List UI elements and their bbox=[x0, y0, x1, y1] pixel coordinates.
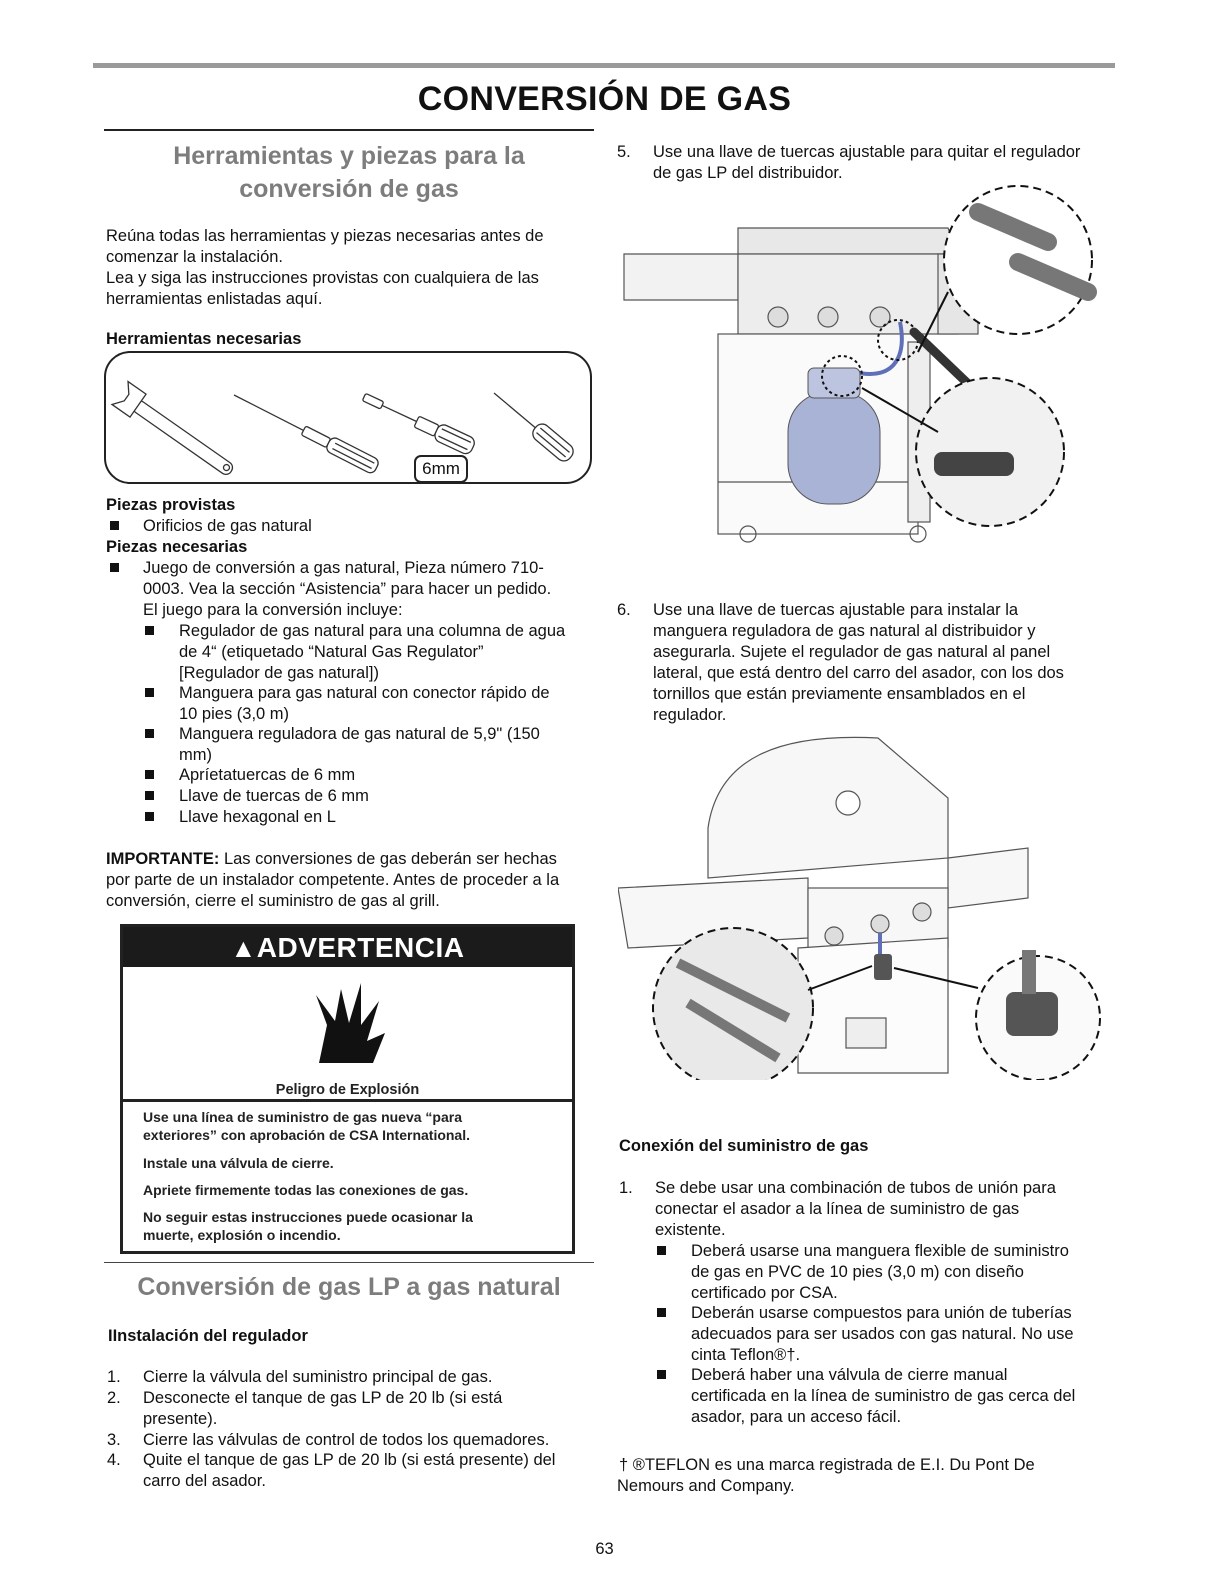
warning-line: Apriete firmemente todas las conexiones de gas. bbox=[143, 1182, 469, 1198]
bullet-icon bbox=[145, 791, 154, 800]
supply-item-line: certificado por CSA. bbox=[691, 1284, 838, 1302]
regulator-install-figure bbox=[618, 728, 1108, 1080]
kit-line: 0003. Vea la sección “Asistencia” para hacer un pedido. bbox=[143, 580, 552, 598]
needed-parts-heading: Piezas necesarias bbox=[106, 538, 248, 556]
supply-item-line: Deberán usarse compuestos para unión de tuberías bbox=[691, 1304, 1072, 1322]
step-number: 4. bbox=[107, 1451, 121, 1469]
footnote-line: Nemours and Company. bbox=[617, 1477, 795, 1495]
tools-figure-box bbox=[104, 351, 592, 484]
bullet-icon bbox=[145, 688, 154, 697]
bullet-icon bbox=[145, 626, 154, 635]
supply-item-line: adecuados para ser usados con gas natural. No use bbox=[691, 1325, 1074, 1343]
bullet-icon bbox=[110, 521, 119, 530]
step-line: tornillos que están previamente ensamblados en el bbox=[653, 685, 1026, 703]
tools-heading-line2: conversión de gas bbox=[239, 175, 459, 203]
warning-triangle-icon: ▲ bbox=[230, 933, 257, 963]
kit-item-line: 10 pies (3,0 m) bbox=[179, 705, 290, 723]
step-number: 5. bbox=[617, 143, 631, 161]
step-line: carro del asador. bbox=[143, 1472, 266, 1490]
supply-item-line: de gas en PVC de 10 pies (3,0 m) con diseño bbox=[691, 1263, 1024, 1281]
kit-item-line: Llave hexagonal en L bbox=[179, 808, 336, 826]
warning-line: No seguir estas instrucciones puede ocasionar la bbox=[143, 1209, 473, 1225]
kit-item-line: Manguera para gas natural con conector rápido de bbox=[179, 684, 550, 702]
step-number: 6. bbox=[617, 601, 631, 619]
bullet-icon bbox=[145, 729, 154, 738]
warning-line: muerte, explosión o incendio. bbox=[143, 1227, 341, 1243]
step-line: existente. bbox=[655, 1221, 726, 1239]
kit-item-line: mm) bbox=[179, 746, 212, 764]
step-line: Quite el tanque de gas LP de 20 lb (si está presente) del bbox=[143, 1451, 556, 1469]
bullet-icon bbox=[657, 1308, 666, 1317]
kit-item-line: Manguera reguladora de gas natural de 5,9" (150 bbox=[179, 725, 540, 743]
step-line: Use una llave de tuercas ajustable para quitar el regulador bbox=[653, 143, 1081, 161]
hex-wrench-icon bbox=[488, 386, 576, 464]
kit-line: Juego de conversión a gas natural, Pieza número 710- bbox=[143, 559, 544, 577]
regulator-removal-figure bbox=[618, 182, 1108, 582]
kit-line: El juego para la conversión incluye: bbox=[143, 601, 403, 619]
step-number: 3. bbox=[107, 1431, 121, 1449]
warning-line: Use una línea de suministro de gas nueva “para bbox=[143, 1109, 462, 1125]
bullet-icon bbox=[110, 563, 119, 572]
kit-item-line: Regulador de gas natural para una columna de agua bbox=[179, 622, 566, 640]
nut-driver-icon bbox=[360, 389, 476, 456]
step-line: Cierre las válvulas de control de todos los quemadores. bbox=[143, 1431, 550, 1449]
bullet-icon bbox=[145, 812, 154, 821]
supply-item-line: asador, para un acceso fácil. bbox=[691, 1408, 902, 1426]
kit-item-line: Apríetatuercas de 6 mm bbox=[179, 766, 356, 784]
kit-item-line: Llave de tuercas de 6 mm bbox=[179, 787, 369, 805]
top-rule bbox=[93, 63, 1115, 68]
adjustable-wrench-icon bbox=[112, 382, 239, 482]
warning-line: Instale una válvula de cierre. bbox=[143, 1155, 334, 1171]
explosion-icon bbox=[123, 967, 572, 1096]
step-number: 1. bbox=[619, 1179, 633, 1197]
screwdriver-icon bbox=[230, 388, 380, 475]
regulator-subheading: IInstalación del regulador bbox=[108, 1327, 308, 1345]
step-line: Cierre la válvula del suministro principal de gas. bbox=[143, 1368, 493, 1386]
warning-box bbox=[120, 924, 575, 1254]
step-line: Use una llave de tuercas ajustable para instalar la bbox=[653, 601, 1019, 619]
step-line: Se debe usar una combinación de tubos de unión para bbox=[655, 1179, 1056, 1197]
step-line: de gas LP del distribuidor. bbox=[653, 164, 843, 182]
important-note bbox=[106, 849, 557, 870]
warning-header bbox=[123, 927, 572, 967]
bullet-icon bbox=[657, 1370, 666, 1379]
supply-item-line: Deberá haber una válvula de cierre manual bbox=[691, 1366, 1008, 1384]
step-line: manguera reguladora de gas natural al distribuidor y bbox=[653, 622, 1036, 640]
warning-header-text: ADVERTENCIA bbox=[256, 932, 465, 963]
important-line: por parte de un instalador competente. Antes de proceder a la bbox=[106, 871, 560, 889]
conversion-heading: Conversión de gas LP a gas natural bbox=[137, 1273, 561, 1301]
intro-line: comenzar la instalación. bbox=[106, 248, 284, 266]
intro-line: Reúna todas las herramientas y piezas necesarias antes de bbox=[106, 227, 544, 245]
tools-illustration bbox=[106, 353, 590, 482]
supply-item-line: cinta Teflon®†. bbox=[691, 1346, 801, 1364]
section-rule bbox=[104, 1262, 594, 1263]
tools-heading-line1: Herramientas y piezas para la bbox=[173, 142, 525, 170]
step-line: regulador. bbox=[653, 706, 727, 724]
kit-item-line: de 4“ (etiquetado “Natural Gas Regulator” bbox=[179, 643, 484, 661]
tool-size-badge: 6mm bbox=[414, 455, 468, 483]
step-line: Desconecte el tanque de gas LP de 20 lb (si está bbox=[143, 1389, 503, 1407]
important-label: IMPORTANTE: bbox=[106, 850, 220, 868]
bullet-icon bbox=[145, 770, 154, 779]
intro-line: herramientas enlistadas aquí. bbox=[106, 290, 323, 308]
warning-line: exteriores” con aprobación de CSA International. bbox=[143, 1127, 470, 1143]
supply-item-line: Deberá usarse una manguera flexible de suministro bbox=[691, 1242, 1069, 1260]
important-line: conversión, cierre el suministro de gas al grill. bbox=[106, 892, 440, 910]
page-number: 63 bbox=[595, 1540, 614, 1558]
warning-title: Peligro de Explosión bbox=[275, 1082, 420, 1098]
bullet-icon bbox=[657, 1246, 666, 1255]
tools-needed-heading: Herramientas necesarias bbox=[106, 330, 302, 348]
footnote-line: † ®TEFLON es una marca registrada de E.I. Du Pont De bbox=[619, 1456, 1035, 1474]
section-rule bbox=[104, 129, 594, 131]
important-text: Las conversiones de gas deberán ser hechas bbox=[219, 850, 557, 868]
step-line: presente). bbox=[143, 1410, 218, 1428]
kit-item-line: [Regulador de gas natural]) bbox=[179, 664, 379, 682]
supply-item-line: certificada en la línea de suministro de gas cerca del bbox=[691, 1387, 1076, 1405]
intro-line: Lea y siga las instrucciones provistas con cualquiera de las bbox=[106, 269, 539, 287]
provided-parts-heading: Piezas provistas bbox=[106, 496, 236, 514]
step-number: 1. bbox=[107, 1368, 121, 1386]
step-number: 2. bbox=[107, 1389, 121, 1407]
supply-heading: Conexión del suministro de gas bbox=[619, 1137, 869, 1155]
page-title: CONVERSIÓN DE GAS bbox=[417, 80, 792, 118]
step-line: lateral, que está dentro del carro del asador, con los dos bbox=[653, 664, 1064, 682]
step-line: asegurarla. Sujete el regulador de gas natural al panel bbox=[653, 643, 1051, 661]
step-line: conectar el asador a la línea de suministro de gas bbox=[655, 1200, 1020, 1218]
provided-item: Orificios de gas natural bbox=[143, 517, 312, 535]
